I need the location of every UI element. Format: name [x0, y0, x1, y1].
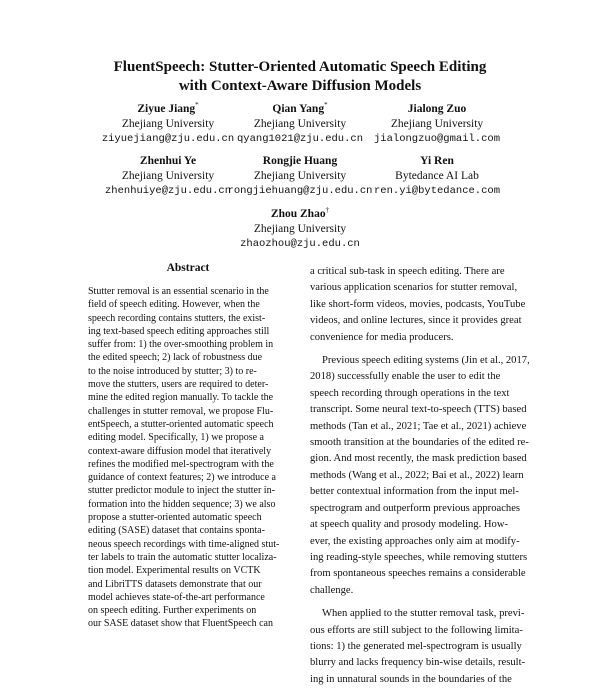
author-affiliation: Zhejiang University	[253, 117, 347, 130]
abstract-line: tion model. Experimental results on VCTK	[88, 565, 261, 577]
author-email[interactable]: zhenhuiye@zju.edu.cn	[104, 184, 232, 197]
abstract-line: on speech editing. Further experiments on	[88, 605, 257, 617]
abstract-line: our SASE dataset show that FluentSpeech can	[88, 618, 273, 630]
body-line: smooth transition at the boundaries of the edited re-	[310, 437, 529, 449]
abstract-text	[88, 285, 279, 631]
author-email[interactable]: ziyuejiang@zju.edu.cn	[101, 132, 235, 145]
body-line: various application scenarios for stutter removal,	[310, 282, 518, 294]
abstract-line: challenges in stutter removal, we propose Flu-	[88, 405, 274, 417]
abstract-line: field of speech editing. However, when the	[88, 299, 260, 311]
body-line: convenience for media producers.	[310, 331, 454, 343]
body-line: videos, and online lectures, since it provides great	[310, 315, 522, 327]
abstract-line: formation into the hidden sequence; 3) we also	[88, 498, 276, 510]
author-email[interactable]: rongjiehuang@zju.edu.cn	[227, 184, 373, 197]
abstract-line: and LibriTTS datasets demonstrate that our	[88, 578, 262, 590]
author-email[interactable]: jialongzuo@gmail.com	[373, 132, 501, 145]
abstract-line: editing model. Specifically, 1) we propose a	[88, 432, 264, 444]
abstract-line: guidance of context features; 2) we introduce a	[88, 472, 276, 484]
body-line: 2018) successfully enable the user to edit the	[310, 371, 501, 383]
abstract-line: neous speech recordings with time-aligned stut-	[88, 538, 280, 550]
body-line: tions: 1) the generated mel-spectrogram is usually	[310, 640, 522, 652]
author-email[interactable]: zhaozhou@zju.edu.cn	[240, 237, 360, 250]
author-affiliation: Bytedance AI Lab	[395, 169, 479, 182]
abstract-line: suffer from: 1) the over-smoothing problem in	[88, 339, 274, 351]
body-line: at speech quality and prosody modeling. How-	[310, 519, 509, 531]
abstract-line: ing text-based speech editing approaches still	[88, 325, 270, 337]
body-line: gion. And most recently, the mask prediction based	[310, 453, 527, 465]
body-line: blurry and lacks frequency bin-wise details, result-	[310, 657, 526, 669]
author-name: Qian Yang	[272, 102, 325, 115]
abstract-line: to the noise introduced by stutter; 3) to re-	[88, 365, 257, 377]
abstract-heading: Abstract	[166, 262, 210, 274]
author-name: Rongjie Huang	[262, 154, 338, 167]
abstract-line: stutter predictor module to inject the stutter in-	[88, 485, 275, 497]
author-affiliation: Zhejiang University	[121, 117, 215, 130]
title-line-2: with Context-Aware Diffusion Models	[178, 78, 422, 94]
body-line: a critical sub-task in speech editing. There are	[310, 266, 505, 277]
body-line: ever, the existing approaches only aim at modify-	[310, 535, 520, 547]
author-name: Zhou Zhao	[270, 207, 326, 220]
body-line: ing reading-style speeches, while removing stutters	[310, 551, 528, 563]
body-line: ing in unnatural sounds in the boundaries of the	[310, 673, 512, 685]
abstract-line: speech recording contains stutters, the exist-	[88, 312, 266, 324]
abstract-line: mine the edited region manually. To tackle the	[88, 392, 274, 404]
title-line-1: FluentSpeech: Stutter-Oriented Automatic Speech Editing	[113, 59, 487, 75]
author-block	[327, 98, 547, 147]
body-line: challenge.	[310, 584, 354, 596]
author-mark: *	[324, 101, 328, 109]
author-email[interactable]: ren.yi@bytedance.com	[373, 184, 501, 197]
body-line: methods (Tan et al., 2021; Tae et al., 2021) achieve	[310, 420, 527, 432]
body-line: Previous speech editing systems (Jin et al., 2017,	[322, 355, 530, 367]
body-line: better contextual information from the input mel-	[310, 486, 519, 498]
body-line: When applied to the stutter removal task, previ-	[322, 608, 525, 620]
abstract-line: ter labels to train the automatic stutter localiza-	[88, 551, 277, 563]
body-line: ous efforts are still subject to the following limita-	[310, 624, 523, 636]
abstract-line: Stutter removal is an essential scenario in the	[88, 286, 269, 297]
author-block	[190, 203, 410, 252]
author-mark: *	[195, 101, 199, 109]
abstract-line: move the stutters, users are required to deter-	[88, 379, 269, 391]
abstract-line: model achieves state-of-the-art performance	[88, 591, 265, 603]
author-affiliation: Zhejiang University	[253, 169, 347, 182]
abstract-line: the edited speech; 2) lack of robustness due	[88, 352, 263, 364]
body-line: from spontaneous speeches remains a considerable	[310, 568, 526, 580]
author-affiliation: Zhejiang University	[253, 222, 347, 235]
paper-title	[0, 58, 600, 96]
author-email[interactable]: qyang1021@zju.edu.cn	[236, 132, 364, 145]
body-line: speech recording through operations in the text	[310, 387, 510, 399]
abstract-line: context-aware diffusion model that iteratively	[88, 445, 272, 457]
author-name: Ziyue Jiang	[137, 102, 196, 115]
abstract-line: editing (SASE) dataset that contains sponta-	[88, 525, 265, 537]
abstract-line: entSpeech, a stutter-oriented automatic speech	[88, 418, 274, 430]
author-affiliation: Zhejiang University	[121, 169, 215, 182]
body-text	[310, 264, 530, 688]
author-name: Zhenhui Ye	[139, 154, 197, 167]
author-name: Yi Ren	[420, 154, 454, 167]
author-mark: †	[325, 206, 330, 214]
author-name: Jialong Zuo	[407, 102, 467, 115]
author-affiliation: Zhejiang University	[390, 117, 484, 130]
body-line: transcript. Some neural text-to-speech (TTS) based	[310, 404, 527, 416]
body-line: spectrogram and outperform previous approaches	[310, 502, 521, 514]
body-line: like short-form videos, movies, podcasts, YouTube	[310, 298, 526, 310]
body-line: methods (Wang et al., 2022; Bai et al., 2022) learn	[310, 469, 524, 481]
abstract-line: refines the modified mel-spectrogram with the	[88, 458, 274, 470]
author-block	[327, 150, 547, 199]
abstract-line: propose a stutter-oriented automatic speech	[88, 512, 262, 524]
